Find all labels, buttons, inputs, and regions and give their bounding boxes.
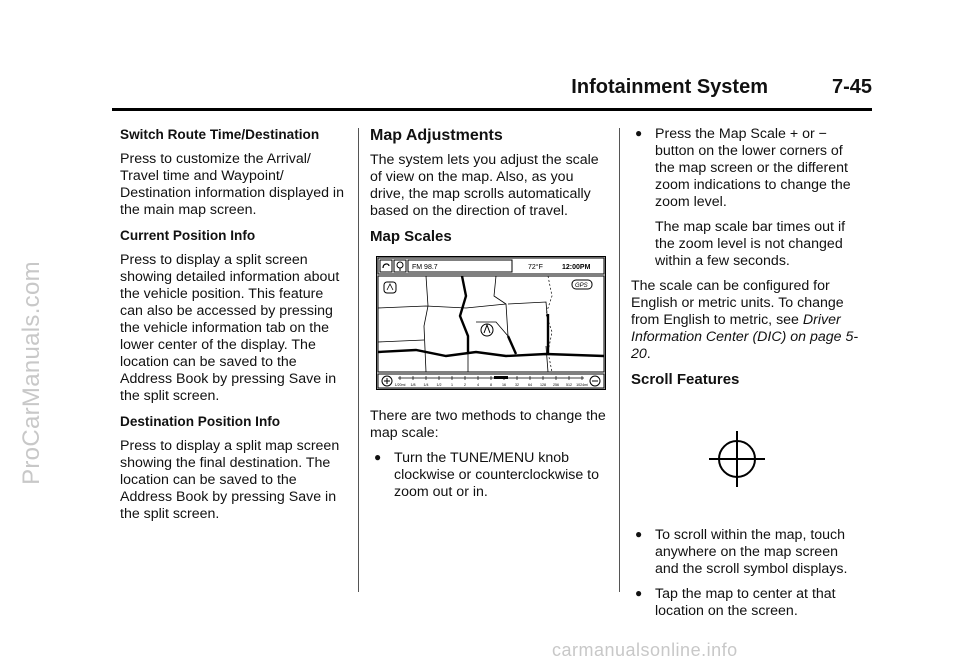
bullet-map-scale-note: The map scale bar times out if the zoom level is not changed within a few seconds. xyxy=(655,219,846,269)
subheading-destination-position: Destination Position Info xyxy=(120,414,281,429)
bullet-scroll-touch xyxy=(631,527,863,578)
column-2 xyxy=(370,126,608,509)
scale-label: 128 xyxy=(540,383,546,387)
scale-label: 1/20mi xyxy=(394,383,406,387)
scale-label: 8 xyxy=(490,383,492,387)
scale-label: 1024mi xyxy=(576,383,588,387)
side-watermark-text: ProCarManuals.com xyxy=(18,261,45,485)
gps-label: GPS xyxy=(575,283,588,289)
bullet-tune-knob xyxy=(370,450,608,501)
scale-label: 1/8 xyxy=(410,383,416,387)
paragraph-destination-position: Press to display a split map screen showing the final destination. The location can be saved to the Address Book by pressing Save in the split screen. xyxy=(120,438,340,522)
column-1 xyxy=(120,126,346,531)
map-screen-svg xyxy=(376,256,606,390)
page-header xyxy=(112,76,872,111)
configure-period: . xyxy=(646,346,651,362)
scale-label: 1/4 xyxy=(423,383,429,387)
crosshair-icon xyxy=(631,419,861,499)
bullet-dot: ● xyxy=(374,450,382,464)
scroll-symbol-illustration xyxy=(631,419,861,499)
scale-label: 256 xyxy=(553,383,559,387)
bullet-tap-center xyxy=(631,586,863,620)
heading-scroll-features: Scroll Features xyxy=(631,371,740,388)
scale-label: 512 xyxy=(566,383,572,387)
scale-label: 1 xyxy=(451,383,453,387)
map-temp: 72°F xyxy=(528,264,543,271)
paragraph-current-position: Press to display a split screen showing detailed information about the vehicle position. This feature can also be accessed by pressing the vehicle information tab on the lower center of the display. The location can be saved to the Address Book by pressing Save in the split screen. xyxy=(120,252,340,404)
heading-map-scales: Map Scales xyxy=(370,228,452,245)
scale-label: 16 xyxy=(502,383,506,387)
subheading-current-position: Current Position Info xyxy=(120,228,256,243)
dic-reference: Driver Information Center (DIC) on page 5-20 xyxy=(631,312,859,362)
page-number: 7-45 xyxy=(831,76,872,98)
route-icon xyxy=(380,260,392,272)
scale-label: 64 xyxy=(528,383,532,387)
bullet-tap-center-text: Tap the map to center at that location on the screen. xyxy=(655,586,836,619)
map-station: FM 98.7 xyxy=(412,264,438,271)
map-time: 12:00PM xyxy=(562,264,591,271)
heading-map-adjustments: Map Adjustments xyxy=(370,127,503,144)
section-title: Infotainment System xyxy=(571,76,768,98)
bottom-watermark: carmanualsonline.info xyxy=(552,640,738,660)
paragraph-switch-route: Press to customize the Arrival/ Travel time and Waypoint/ Destination information displayed in the main map screen. xyxy=(120,151,344,218)
paragraph-map-adjustments: The system lets you adjust the scale of view on the map. Also, as you drive, the map scrolls automatically based on the direction of travel. xyxy=(370,152,599,219)
bullet-map-scale-text: Press the Map Scale + or − button on the lower corners of the map screen or the different zoom indications to change the zoom level. xyxy=(655,126,851,210)
bullet-map-scale-button xyxy=(631,126,863,211)
column-divider-2 xyxy=(619,128,620,592)
configure-text: The scale can be configured for English or metric units. To change from English to metric, see xyxy=(631,278,844,328)
bullet-tune-knob-text: Turn the TUNE/MENU knob clockwise or counterclockwise to zoom out or in. xyxy=(394,450,600,500)
side-watermark xyxy=(4,128,60,618)
subheading-switch-route: Switch Route Time/Destination xyxy=(120,127,320,142)
column-divider-1 xyxy=(358,128,359,592)
bullet-dot: ● xyxy=(635,126,643,140)
scale-label: 32 xyxy=(515,383,519,387)
scale-label: 2 xyxy=(464,383,466,387)
map-screen-illustration xyxy=(376,256,606,390)
bullet-dot: ● xyxy=(635,527,643,541)
column-3 xyxy=(631,126,863,628)
paragraph-methods: There are two methods to change the map scale: xyxy=(370,408,606,441)
bullet-dot: ● xyxy=(635,586,643,600)
scale-label: 4 xyxy=(477,383,479,387)
paragraph-configure-scale xyxy=(631,278,863,363)
scale-label: 1/2 xyxy=(436,383,442,387)
bullet-scroll-touch-text: To scroll within the map, touch anywhere on the map screen and the scroll symbol displays. xyxy=(655,527,848,577)
